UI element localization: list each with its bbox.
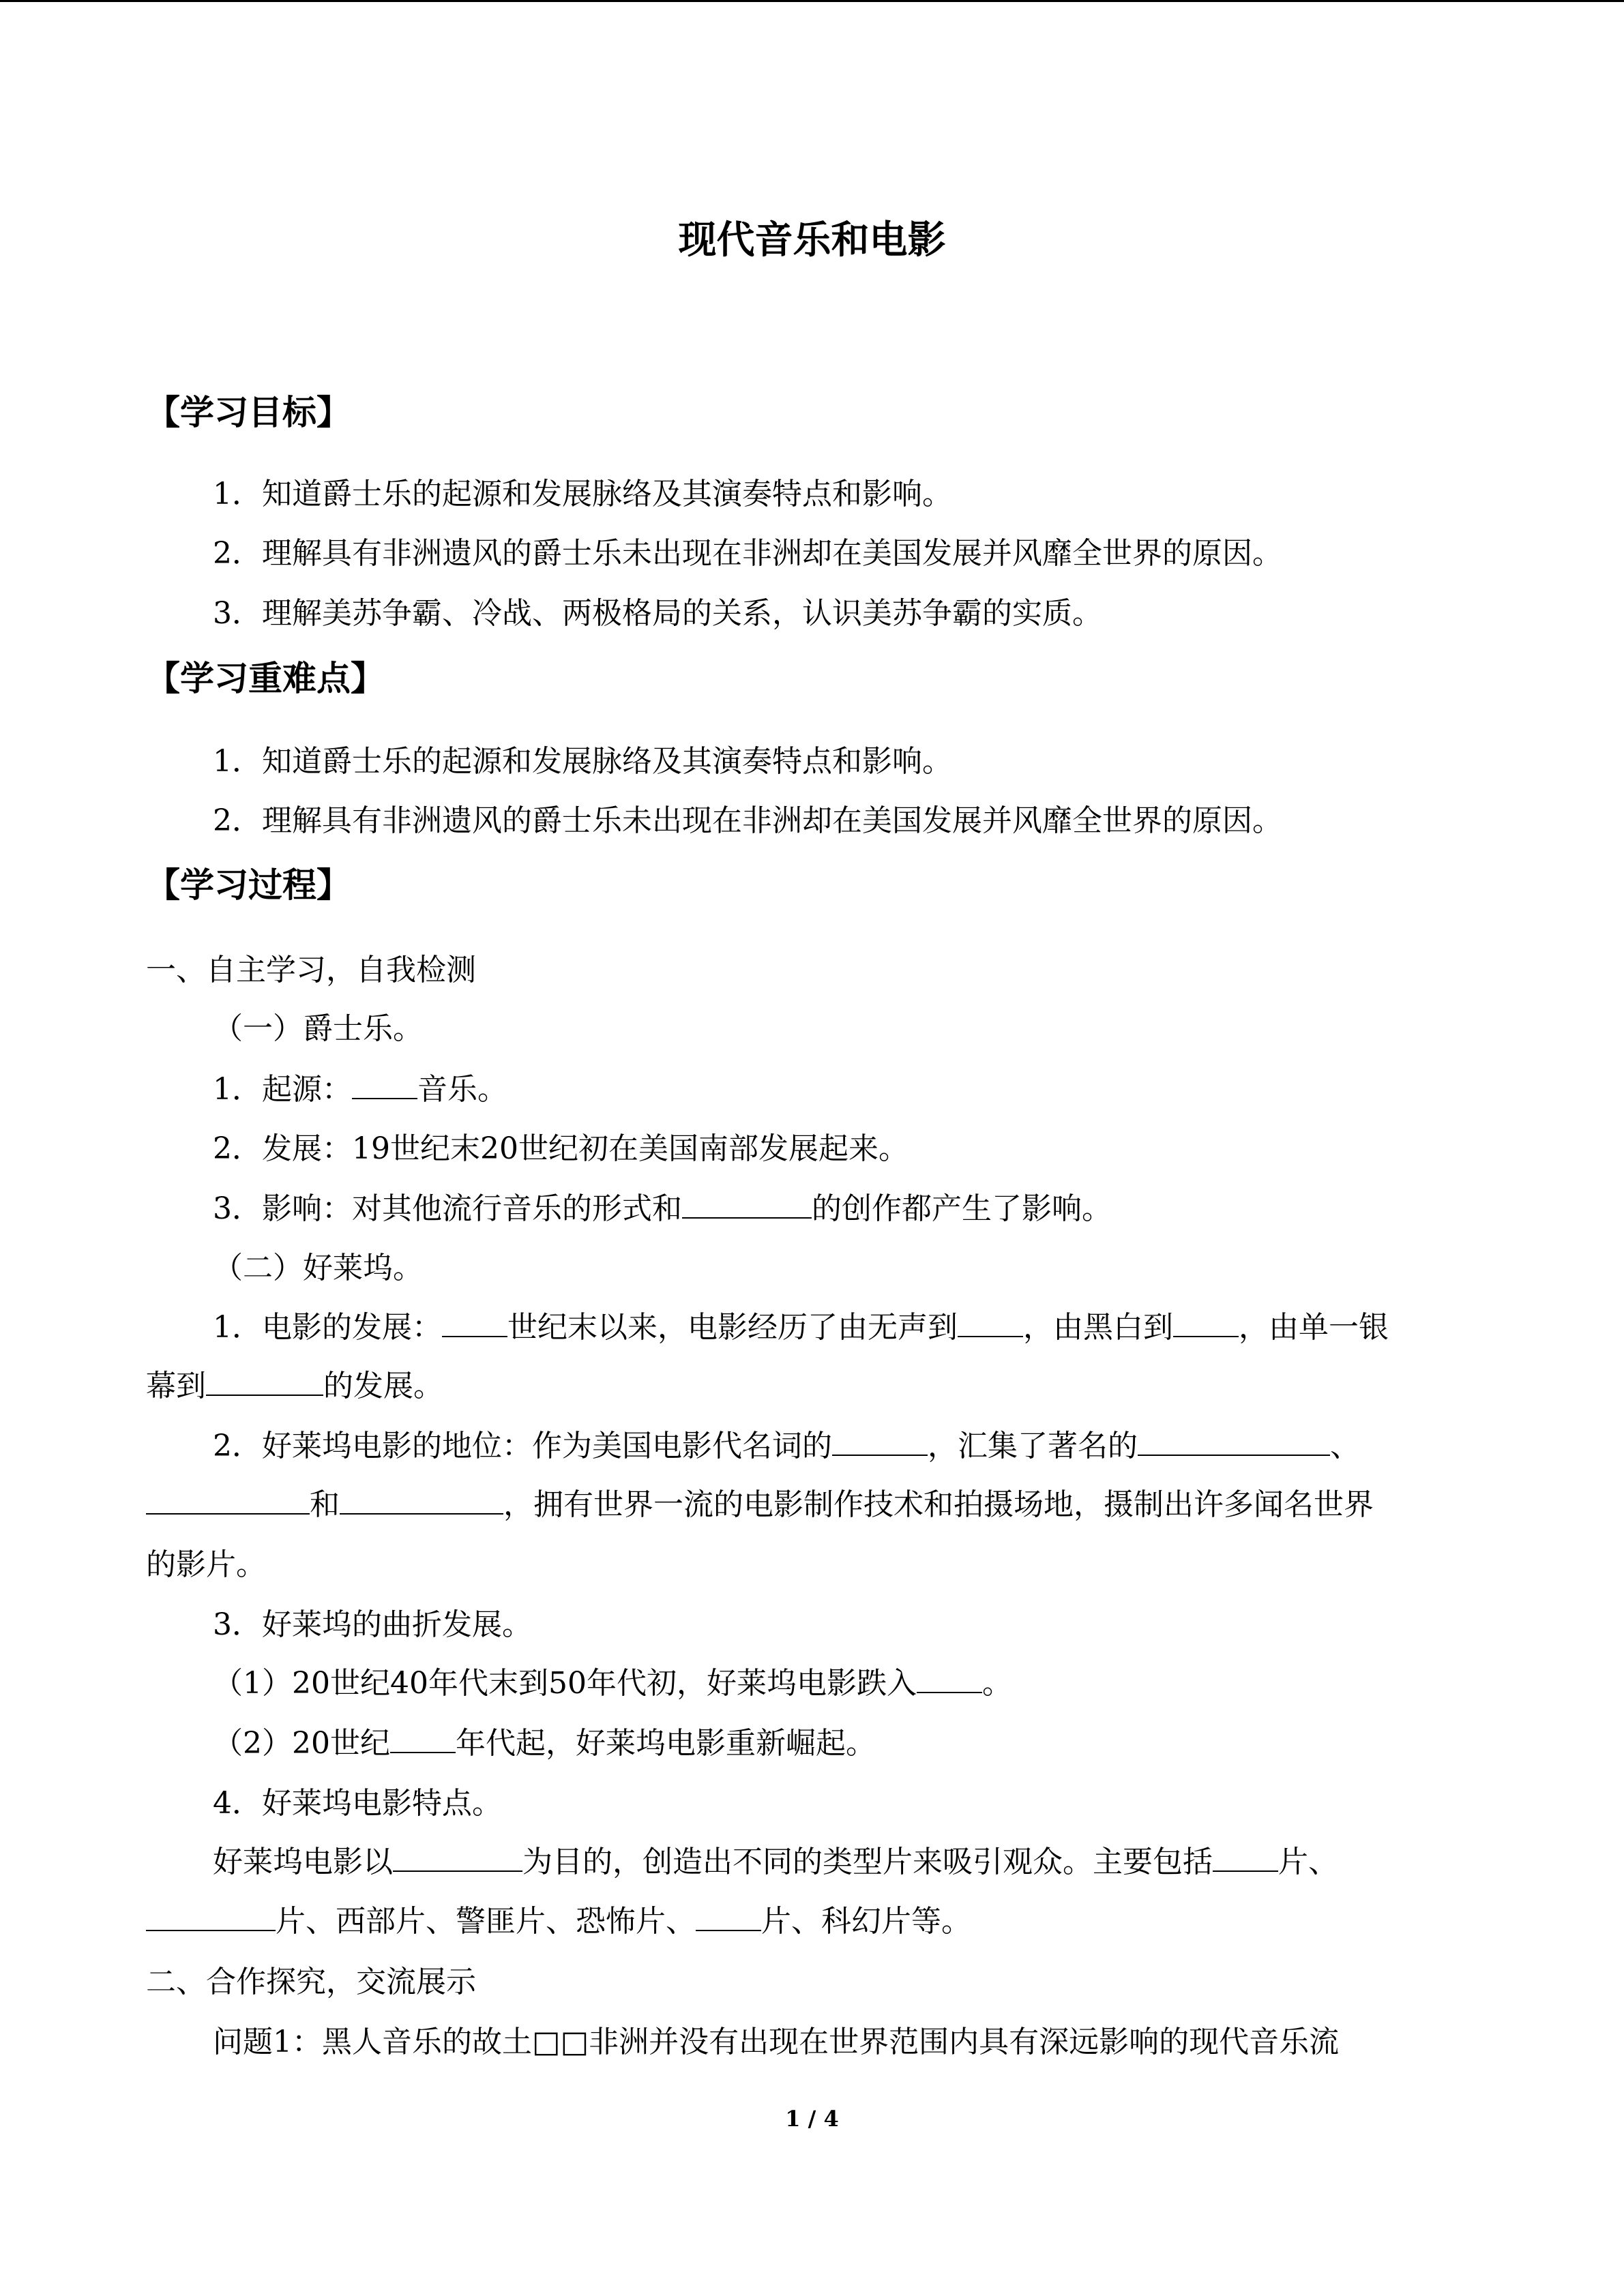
film-development-line (213, 1304, 1389, 1352)
hollywood-status-text: ，拥有世界一流的电影制作技术和拍摄场地，摄制出许多闻名世界 (503, 1487, 1374, 1522)
jazz-heading: （一）爵士乐。 (213, 1011, 423, 1046)
twist-1-suffix: 。 (981, 1666, 1012, 1701)
keypoints-heading: 【学习重难点】 (146, 659, 385, 698)
features-text: 片、科幻片等。 (761, 1904, 971, 1939)
hollywood-status-line (213, 1422, 1360, 1470)
film-development-text: ，由黑白到 (1023, 1310, 1173, 1345)
fill-blank[interactable] (917, 1666, 982, 1693)
fill-blank[interactable] (1173, 1310, 1239, 1337)
hollywood-features-line (213, 1838, 1338, 1886)
question-1: 问题1：黑人音乐的故土□□非洲并没有出现在世界范围内具有深远影响的现代音乐流 (213, 2025, 1340, 2059)
jazz-influence-suffix: 的创作都产生了影响。 (812, 1191, 1112, 1226)
features-text: 片、 (1278, 1845, 1338, 1879)
objective-item-3: 3．理解美苏争霸、冷战、两极格局的关系，认识美苏争霸的实质。 (213, 596, 1102, 631)
film-development-label: 1．电影的发展： (213, 1310, 442, 1345)
hollywood-status-label: 2．好莱坞电影的地位：作为美国电影代名词的 (213, 1429, 832, 1463)
hollywood-twist-1 (213, 1660, 1012, 1708)
fill-blank[interactable] (832, 1429, 928, 1456)
features-text: 好莱坞电影以 (213, 1845, 393, 1879)
features-text: 片、西部片、警匪片、恐怖片、 (276, 1904, 696, 1939)
hollywood-status-line-end: 的影片。 (146, 1547, 266, 1582)
hollywood-features-line-cont (146, 1898, 971, 1945)
film-development-text: ，由单一银 (1239, 1310, 1389, 1345)
film-development-text: 的发展。 (323, 1369, 443, 1403)
fill-blank[interactable] (958, 1310, 1023, 1337)
film-development-line-cont (146, 1362, 443, 1410)
top-border-line (0, 0, 1624, 2)
hollywood-status-text: ，汇集了著名的 (928, 1429, 1138, 1463)
film-development-text: 世纪末以来，电影经历了由无声到 (507, 1310, 958, 1345)
film-development-text: 幕到 (146, 1369, 206, 1403)
fill-blank[interactable] (206, 1369, 323, 1396)
twist-1-text: （1）20世纪40年代末到50年代初，好莱坞电影跌入 (213, 1666, 917, 1701)
objective-item-1: 1．知道爵士乐的起源和发展脉络及其演奏特点和影响。 (213, 477, 952, 511)
hollywood-status-line-cont (146, 1481, 1374, 1529)
part1-title: 一、自主学习，自我检测 (146, 953, 476, 987)
fill-blank[interactable] (1138, 1429, 1330, 1456)
fill-blank[interactable] (146, 1487, 310, 1515)
fill-blank[interactable] (340, 1487, 503, 1515)
jazz-influence-label: 3．影响：对其他流行音乐的形式和 (213, 1191, 682, 1226)
hollywood-twists-heading: 3．好莱坞的曲折发展。 (213, 1607, 532, 1642)
twist-2-text: （2）20世纪 (213, 1726, 390, 1761)
jazz-origin-suffix: 音乐。 (417, 1072, 507, 1107)
fill-blank[interactable] (352, 1072, 417, 1099)
fill-blank[interactable] (1213, 1845, 1278, 1872)
page-number: 1 / 4 (785, 2106, 839, 2132)
page-title: 现代音乐和电影 (678, 218, 946, 263)
objective-item-2: 2．理解具有非洲遗风的爵士乐未出现在非洲却在美国发展并风靡全世界的原因。 (213, 536, 1282, 571)
part2-title: 二、合作探究，交流展示 (146, 1965, 476, 1999)
twist-2-suffix: 年代起，好莱坞电影重新崛起。 (455, 1726, 876, 1761)
hollywood-twist-2 (213, 1720, 876, 1768)
hollywood-status-text: 和 (310, 1487, 340, 1522)
objectives-heading: 【学习目标】 (146, 393, 351, 432)
fill-blank[interactable] (682, 1191, 812, 1219)
fill-blank[interactable] (146, 1904, 276, 1931)
hollywood-status-text: 、 (1330, 1429, 1360, 1463)
jazz-development-line: 2．发展：19世纪末20世纪初在美国南部发展起来。 (213, 1131, 909, 1166)
fill-blank[interactable] (696, 1904, 761, 1931)
features-text: 为目的，创造出不同的类型片来吸引观众。主要包括 (522, 1845, 1213, 1879)
jazz-origin-line (213, 1066, 507, 1114)
jazz-influence-line (213, 1185, 1112, 1233)
process-heading: 【学习过程】 (146, 865, 351, 905)
fill-blank[interactable] (393, 1845, 522, 1872)
keypoint-item-2: 2．理解具有非洲遗风的爵士乐未出现在非洲却在美国发展并风靡全世界的原因。 (213, 803, 1282, 838)
fill-blank[interactable] (442, 1310, 507, 1337)
fill-blank[interactable] (390, 1726, 456, 1753)
hollywood-features-heading: 4．好莱坞电影特点。 (213, 1786, 502, 1821)
hollywood-heading: （二）好莱坞。 (213, 1251, 423, 1285)
keypoint-item-1: 1．知道爵士乐的起源和发展脉络及其演奏特点和影响。 (213, 744, 952, 779)
jazz-origin-label: 1．起源： (213, 1072, 352, 1107)
